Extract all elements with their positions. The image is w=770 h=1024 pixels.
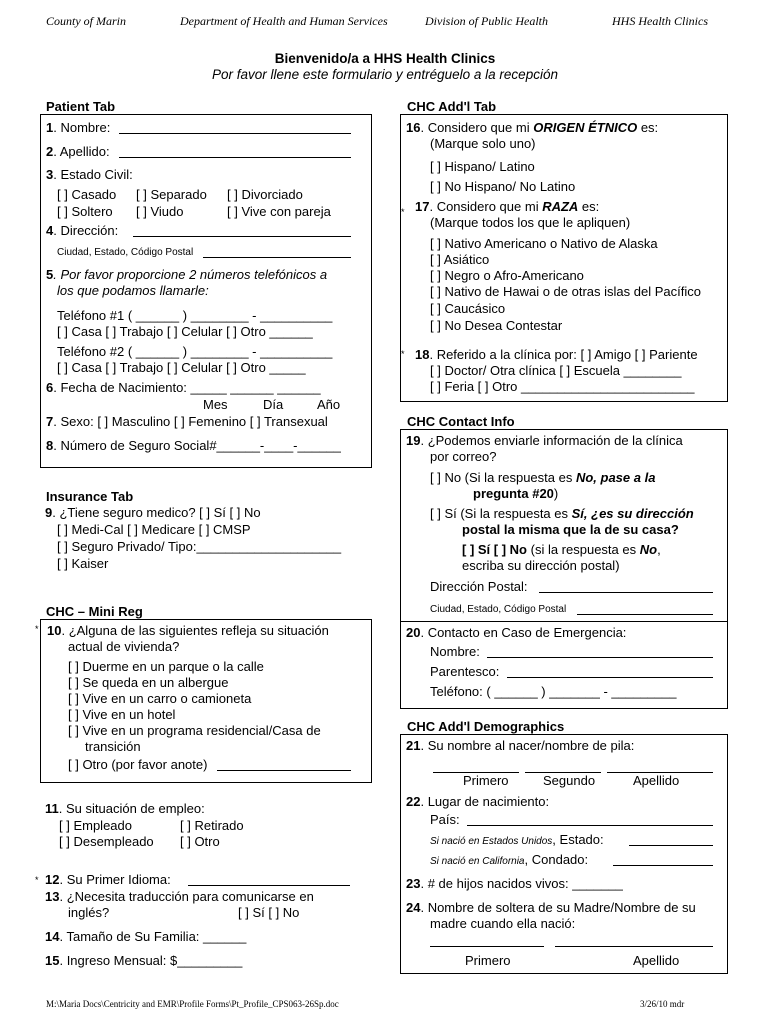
q16-label: . Considero que mi <box>420 120 534 135</box>
vivienda-option-6[interactable]: [ ] Otro (por favor anote) <box>68 757 208 772</box>
q18-star: * <box>401 349 405 359</box>
q9-options-2[interactable]: [ ] Seguro Privado/ Tipo:____________________ <box>57 539 342 554</box>
correo-no-cont: pregunta #20) <box>473 486 559 501</box>
header-department: Department of Health and Human Services <box>180 14 388 28</box>
q17-label: . Considero que mi <box>429 199 543 214</box>
telefono1-field[interactable]: Teléfono #1 ( ______ ) ________ - __________ <box>57 308 333 323</box>
raza-option-4[interactable]: [ ] Nativo de Hawai o de otras islas del Pacífico <box>430 284 701 299</box>
idioma-field[interactable] <box>188 874 350 886</box>
parentesco-field[interactable] <box>507 666 713 678</box>
madre-apellido-field[interactable] <box>555 935 713 947</box>
q23-label[interactable]: . # de hijos nacidos vivos: _______ <box>420 876 623 891</box>
desempleado-option[interactable]: [ ] Desempleado <box>59 834 154 849</box>
no-hispano-option[interactable]: [ ] No Hispano/ No Latino <box>430 179 576 194</box>
q9-label[interactable]: . ¿Tiene seguro medico? [ ] Sí [ ] No <box>52 505 261 520</box>
header-county: County of Marin <box>46 14 126 28</box>
footer-file-path: M:\Maria Docs\Centricity and EMR\Profile Forms\Pt_Profile_CPS063-26Sp.doc <box>46 999 339 1009</box>
apellido-nacer-field[interactable] <box>607 761 713 773</box>
q9-number: 9 <box>45 505 53 520</box>
q12-number: 12 <box>45 872 60 887</box>
vivienda-option-5[interactable]: [ ] Vive en un programa residencial/Casa de <box>68 723 321 738</box>
q22-number: 22 <box>406 794 421 809</box>
page-subtitle: Por favor llene este formulario y entréguelo a la recepción <box>212 67 558 82</box>
option-casado[interactable]: [ ] Casado <box>57 187 117 202</box>
q18-number: 18 <box>415 347 430 362</box>
section-insurance-tab: Insurance Tab <box>46 489 134 504</box>
q5-label-cont: los que podamos llamarle: <box>57 283 209 298</box>
q17-number: 17 <box>415 199 430 214</box>
ano-label: Año <box>317 397 341 412</box>
q13-label: . ¿Necesita traducción para comunicarse en <box>59 889 314 904</box>
pais-label: País: <box>430 812 460 827</box>
raza-option-6[interactable]: [ ] No Desea Contestar <box>430 318 563 333</box>
condado-field[interactable] <box>613 854 713 866</box>
q10-number: 10 <box>47 623 62 638</box>
q16-instruction: (Marque solo uno) <box>430 136 536 151</box>
q17-instruction: (Marque todos los que le apliquen) <box>430 215 631 230</box>
correo-si-option[interactable]: [ ] Sí (Si la respuesta es Sí, ¿es su dirección <box>430 506 694 521</box>
q20-label: . Contacto en Caso de Emergencia: <box>420 625 627 640</box>
q9-options-1[interactable]: [ ] Medi-Cal [ ] Medicare [ ] CMSP <box>57 522 251 537</box>
raza-option-3[interactable]: [ ] Negro o Afro-Americano <box>430 268 584 283</box>
vivienda-option-4[interactable]: [ ] Vive en un hotel <box>68 707 176 722</box>
q23-number: 23 <box>406 876 421 891</box>
mes-label: Mes <box>203 397 228 412</box>
q8-number: 8 <box>46 438 54 453</box>
primero-label: Primero <box>463 773 509 788</box>
q10-star: * <box>35 624 39 634</box>
madre-apellido-label: Apellido <box>633 953 680 968</box>
option-divorciado[interactable]: [ ] Divorciado <box>227 187 303 202</box>
direccion-field[interactable] <box>133 225 351 237</box>
q2-number: 2 <box>46 144 54 159</box>
q7-label[interactable]: . Sexo: [ ] Masculino [ ] Femenino [ ] Transexual <box>53 414 328 429</box>
q10-label-cont: actual de vivienda? <box>68 639 180 654</box>
q19-label: . ¿Podemos enviarle información de la clínica <box>420 433 683 448</box>
q13-label-cont: inglés? <box>68 905 110 920</box>
addl-tab-box <box>400 114 728 402</box>
q10-label: . ¿Alguna de las siguientes refleja su situación <box>61 623 329 638</box>
option-viudo[interactable]: [ ] Viudo <box>136 204 184 219</box>
retirado-option[interactable]: [ ] Retirado <box>180 818 244 833</box>
primero-field[interactable] <box>433 761 519 773</box>
option-soltero[interactable]: [ ] Soltero <box>57 204 113 219</box>
direccion-postal-field[interactable] <box>539 581 713 593</box>
q13-options[interactable]: [ ] Sí [ ] No <box>238 905 300 920</box>
pais-field[interactable] <box>467 814 713 826</box>
q14-number: 14 <box>45 929 60 944</box>
otro-empleo-option[interactable]: [ ] Otro <box>180 834 220 849</box>
telefono-emergencia-field[interactable]: Teléfono: ( ______ ) _______ - _________ <box>430 684 677 699</box>
vivienda-option-3[interactable]: [ ] Vive en un carro o camioneta <box>68 691 252 706</box>
ciudad-field[interactable] <box>203 246 351 258</box>
us-label: Si nació en Estados Unidos <box>430 836 553 847</box>
q12-star: * <box>35 875 39 885</box>
q16-label-end: es: <box>637 120 659 135</box>
q22-label: . Lugar de nacimiento: <box>420 794 550 809</box>
q4-number: 4 <box>46 223 54 238</box>
estado-label: Estado: <box>559 832 604 847</box>
correo-no-option[interactable]: [ ] No (Si la respuesta es No, pase a la <box>430 470 656 485</box>
q14-label[interactable]: . Tamaño de Su Familia: ______ <box>59 929 247 944</box>
hispano-option[interactable]: [ ] Hispano/ Latino <box>430 159 535 174</box>
q13-number: 13 <box>45 889 60 904</box>
correo-si-cont: postal la misma que la de su casa? <box>462 522 679 537</box>
dia-label: Día <box>263 397 284 412</box>
empleado-option[interactable]: [ ] Empleado <box>59 818 132 833</box>
q11-label: . Su situación de empleo: <box>58 801 205 816</box>
q19-number: 19 <box>406 433 421 448</box>
q5-label: . Por favor proporcione 2 números telefónicos a <box>53 267 328 282</box>
raza-option-5[interactable]: [ ] Caucásico <box>430 301 506 316</box>
section-contact-info: CHC Contact Info <box>407 414 515 429</box>
patient-tab-box <box>40 114 372 468</box>
ca-label: Si nació en California <box>430 856 525 867</box>
q20-number: 20 <box>406 625 421 640</box>
madre-primero-field[interactable] <box>430 935 544 947</box>
segundo-field[interactable] <box>525 761 601 773</box>
telefono1-type[interactable]: [ ] Casa [ ] Trabajo [ ] Celular [ ] Otro ______ <box>57 324 313 339</box>
q24-label-cont: madre cuando ella nació: <box>430 916 576 931</box>
postal-ciudad-label: Ciudad, Estado, Código Postal <box>430 604 567 615</box>
q5-number: 5 <box>46 267 54 282</box>
raza-option-1[interactable]: [ ] Nativo Americano o Nativo de Alaska <box>430 236 658 251</box>
otro-vivienda-field[interactable] <box>217 759 351 771</box>
q15-label[interactable]: . Ingreso Mensual: $_________ <box>59 953 243 968</box>
q8-label[interactable]: . Número de Seguro Social#______-____-______ <box>53 438 341 453</box>
ciudad-label: Ciudad, Estado, Código Postal <box>57 247 194 258</box>
direccion-postal-label: Dirección Postal: <box>430 579 528 594</box>
section-patient-tab: Patient Tab <box>46 99 116 114</box>
q6-number: 6 <box>46 380 54 395</box>
emergencia-box <box>400 621 728 709</box>
mini-reg-box <box>40 619 372 783</box>
q18-options-2[interactable]: [ ] Doctor/ Otra clínica [ ] Escuela ________ <box>430 363 682 378</box>
q16-number: 16 <box>406 120 421 135</box>
q9-options-3[interactable]: [ ] Kaiser <box>57 556 109 571</box>
page-title: Bienvenido/a a HHS Health Clinics <box>274 51 496 66</box>
q7-number: 7 <box>46 414 54 429</box>
q24-number: 24 <box>406 900 421 915</box>
q17-emph: RAZA <box>542 199 579 214</box>
option-separado[interactable]: [ ] Separado <box>136 187 207 202</box>
q24-label: . Nombre de soltera de su Madre/Nombre de su <box>420 900 696 915</box>
misma-direccion-cont: escriba su dirección postal) <box>462 558 620 573</box>
section-addl-tab: CHC Add'l Tab <box>407 99 497 114</box>
postal-ciudad-field[interactable] <box>577 603 713 615</box>
q1-number: 1 <box>46 120 54 135</box>
q16-emph: ORIGEN ÉTNICO <box>533 120 638 135</box>
section-demographics: CHC Add'l Demographics <box>407 719 565 734</box>
segundo-label: Segundo <box>543 773 596 788</box>
estado-field[interactable] <box>629 834 713 846</box>
q15-number: 15 <box>45 953 60 968</box>
q18-options-3[interactable]: [ ] Feria [ ] Otro ________________________ <box>430 379 695 394</box>
q18-label[interactable]: . Referido a la clínica por: [ ] Amigo [ ] Pariente <box>429 347 698 362</box>
q17-star: * <box>401 207 405 217</box>
nombre-field[interactable] <box>119 122 351 134</box>
raza-option-2[interactable]: [ ] Asiático <box>430 252 490 267</box>
q19-label-cont: por correo? <box>430 449 497 464</box>
q12-label: . Su Primer Idioma: <box>59 872 171 887</box>
q11-number: 11 <box>45 801 59 816</box>
telefono2-field[interactable]: Teléfono #2 ( ______ ) ________ - __________ <box>57 344 333 359</box>
q21-label: . Su nombre al nacer/nombre de pila: <box>420 738 635 753</box>
q3-number: 3 <box>46 167 54 182</box>
q6-label[interactable]: . Fecha de Nacimiento: _____ ______ ______ <box>53 380 321 395</box>
apellido-label: Apellido <box>633 773 680 788</box>
parentesco-label: Parentesco: <box>430 664 500 679</box>
nombre-emergencia-label: Nombre: <box>430 644 480 659</box>
q2-label: . Apellido: <box>53 144 110 159</box>
condado-label: Condado: <box>531 852 589 867</box>
telefono2-type[interactable]: [ ] Casa [ ] Trabajo [ ] Celular [ ] Otro _____ <box>57 360 306 375</box>
q4-label: . Dirección: <box>53 223 119 238</box>
vivienda-option-1[interactable]: [ ] Duerme en un parque o la calle <box>68 659 264 674</box>
nombre-emergencia-field[interactable] <box>487 646 713 658</box>
q3-label: . Estado Civil: <box>53 167 133 182</box>
demographics-box: 21. Su nombre al nacer/nombre de pila: Primero Segundo Apellido 22. Lugar de nacimiento: País: Si nació en Estados Unidos, Estado: Si nació en California, Condado: 23. # de hijos nacidos vivos: _______ 24. Nombre de soltera de su Madre/Nombre de su madre cuando ella nació: Primero Apellido <box>400 734 728 974</box>
apellido-field[interactable] <box>119 146 351 158</box>
madre-primero-label: Primero <box>465 953 511 968</box>
header-division: Division of Public Health <box>425 14 548 28</box>
vivienda-option-2[interactable]: [ ] Se queda en un albergue <box>68 675 229 690</box>
misma-direccion-option[interactable]: [ ] Sí [ ] No (si la respuesta es No, <box>462 542 661 557</box>
q21-number: 21 <box>406 738 421 753</box>
option-vive-pareja[interactable]: [ ] Vive con pareja <box>227 204 331 219</box>
footer-date: 3/26/10 mdr <box>640 999 685 1009</box>
section-mini-reg: CHC – Mini Reg <box>46 604 143 619</box>
q1-label: . Nombre: <box>53 120 111 135</box>
vivienda-option-5-cont: transición <box>85 739 141 754</box>
q17-label-end: es: <box>578 199 600 214</box>
header-clinics: HHS Health Clinics <box>612 14 708 28</box>
